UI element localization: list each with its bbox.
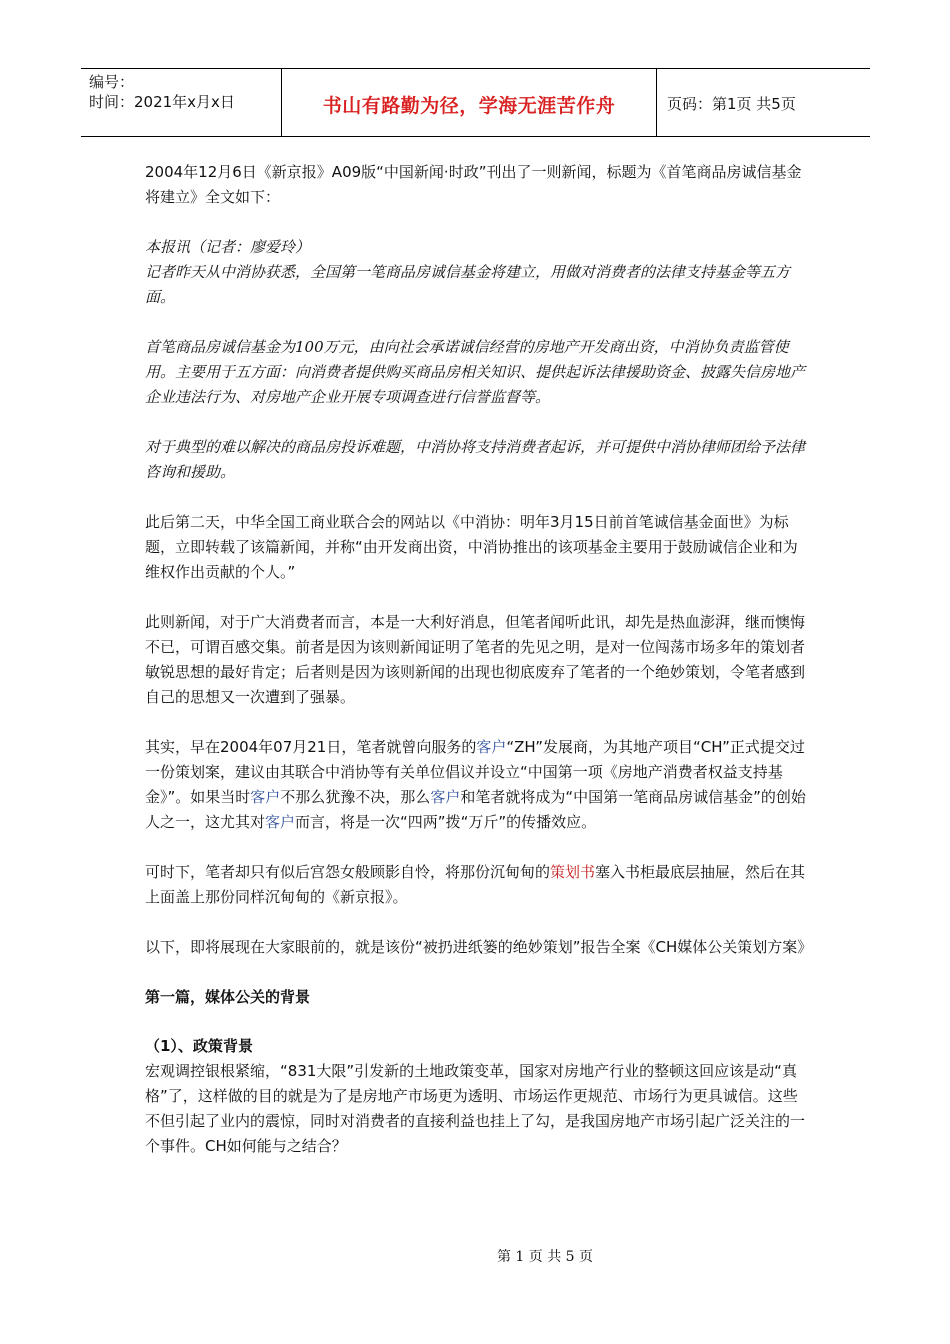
document-time-label: 时间：2021年x月x日 xyxy=(89,93,235,111)
text-segment: 其实，早在2004年07月21日，笔者就曾向服务的 xyxy=(145,738,477,756)
text-segment: 塞入书柜最底层抽屉，然后在其上面盖上那份同样沉甸甸的《新京报》。 xyxy=(145,863,806,906)
paragraph-next-day: 此后第二天，中华全国工商业联合会的网站以《中消协：明年3月15日前首笔诚信基金面世》为标题，立即转载了该篇新闻，并称“由开发商出资，中消协推出的该项基金主要用于鼓励诚信企业和为维权作出贡献的个人。” xyxy=(145,513,798,581)
text-segment: “ZH”发展商，为其地产项目“CH”正式提交过一份策划案，建议由其联合中消协等有关单位倡议并设立“中国第一项《房地产消费者权益支持基金》”。如果当时 xyxy=(145,738,805,806)
paragraph-policy: 宏观调控银根紧缩，“831大限”引发新的土地政策变革，国家对房地产行业的整顿这回应该是动“真格”了，这样做的目的就是为了是房地产市场更为透明、市场运作更规范、市场行为更具诚信。这些不但引起了业内的震惊，同时对消费者的直接利益也挂上了勾，是我国房地产市场引起广泛关注的一个事件。CH如何能与之结合？ xyxy=(145,1062,806,1155)
text-segment: 不那么犹豫不决，那么 xyxy=(280,788,431,806)
paragraph-now xyxy=(145,860,810,910)
text-segment: 可时下，笔者却只有似后宫怨女般顾影自怜，将那份沉甸甸的 xyxy=(145,863,551,881)
header-info-cell xyxy=(81,69,282,136)
quote-paragraph-3: 对于典型的难以解决的商品房投诉难题，中消协将支持消费者起诉，并可提供中消协律师团给予法律咨询和援助。 xyxy=(145,438,806,481)
header-motto-cell xyxy=(282,69,657,136)
client-link[interactable]: 客户 xyxy=(476,738,507,756)
proposal-link[interactable]: 策划书 xyxy=(550,863,596,881)
article-intro: 2004年12月6日《新京报》A09版“中国新闻·时政”刊出了一则新闻，标题为《首笔商品房诚信基金将建立》全文如下： xyxy=(145,163,802,206)
paragraph-intro-below: 以下，即将展现在大家眼前的，就是该份“被扔进纸篓的绝妙策划”报告全案《CH媒体公关策划方案》 xyxy=(145,938,813,956)
document-id-label: 编号： xyxy=(89,73,135,91)
quote-paragraph-2: 首笔商品房诚信基金为100万元，由向社会承诺诚信经营的房地产开发商出资，中消协负责监管使用。主要用于五方面：向消费者提供购买商品房相关知识、提供起诉法律援助资金、披露失信房地产企业违法行为、对房地产企业开展专项调查进行信誉监督等。 xyxy=(145,338,806,406)
quote-paragraph-1: 记者昨天从中消协获悉，全国第一笔商品房诚信基金将建立，用做对消费者的法律支持基金等五方面。 xyxy=(145,263,791,306)
header-page-number: 页码：第1页 共5页 xyxy=(667,95,796,113)
header-motto: 书山有路勤为径，学海无涯苦作舟 xyxy=(322,95,616,117)
article-body xyxy=(145,160,813,1184)
paragraph-early-proposal xyxy=(145,735,810,835)
text-segment: 和笔者就将成为“中国第一笔商品房诚信基金”的创始人之一，这尤其对 xyxy=(145,788,806,831)
subsection-title: （1）、政策背景 xyxy=(145,1037,253,1055)
paragraph-news-reaction: 此则新闻，对于广大消费者而言，本是一大利好消息，但笔者闻听此讯，却先是热血澎湃，继而懊悔不已，可谓百感交集。前者是因为该则新闻证明了笔者的先见之明，是对一位闯荡市场多年的策划者敏锐思想的最好肯定；后者则是因为该则新闻的出现也彻底废弃了笔者的一个绝妙策划，令笔者感到自己的思想又一次遭到了强暴。 xyxy=(145,613,806,706)
client-link[interactable]: 客户 xyxy=(430,788,461,806)
quote-byline: 本报讯（记者：廖爱玲） xyxy=(145,238,311,256)
client-link[interactable]: 客户 xyxy=(250,788,281,806)
header-page-cell xyxy=(657,69,870,136)
section-title: 第一篇，媒体公关的背景 xyxy=(145,988,311,1006)
client-link[interactable]: 客户 xyxy=(265,813,296,831)
document-header xyxy=(81,68,870,137)
text-segment: 而言，将是一次“四两”拨“万斤”的传播效应。 xyxy=(295,813,597,831)
page-footer: 第 1 页 共 5 页 xyxy=(496,1249,594,1265)
